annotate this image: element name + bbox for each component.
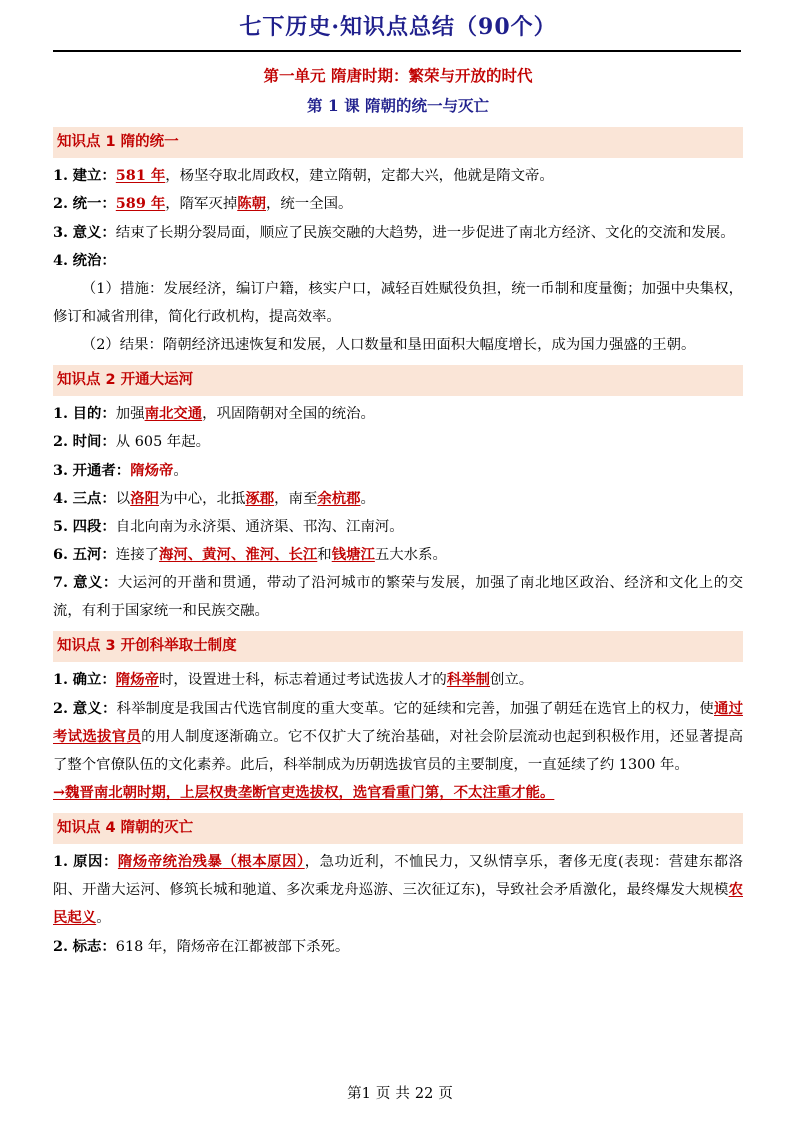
unit-heading: 第一单元 隋唐时期：繁荣与开放的时代 [263, 65, 533, 85]
item-lead: 原因： [73, 853, 118, 871]
page-footer [0, 1082, 800, 1103]
item-number: 5. [53, 517, 69, 535]
item-number: 6. [53, 545, 69, 563]
item-number: 1. [53, 853, 69, 871]
item-lead: 四段： [72, 517, 116, 535]
body-text: 结束了长期分裂局面，顺应了民族交融的大趋势，进一步促进了南北方经济、文化的交流和发展。 [115, 224, 735, 241]
page-title: 七下历史·知识点总结（90个） [239, 14, 557, 40]
body-text: 从 605 年起。 [115, 434, 210, 451]
page-content [53, 0, 743, 961]
body-text: ，统一全国。 [266, 196, 353, 213]
knowledge-point-item [53, 275, 743, 331]
highlighted-text: 隋炀帝 [130, 461, 174, 479]
body-text: （2）结果：隋朝经济迅速恢复和发展，人口数量和垦田面积大幅度增长，成为国力强盛的王朝。 [81, 336, 696, 353]
item-lead: 意义： [72, 223, 116, 241]
knowledge-point-item [53, 541, 743, 569]
body-text: 为中心，北抵 [159, 490, 246, 507]
highlighted-text: 581 年 [115, 167, 166, 185]
title-divider [53, 50, 741, 52]
highlighted-text: 隋炀帝 [115, 671, 159, 689]
item-lead: 五河： [72, 545, 116, 563]
body-text: 大运河的开凿和贯通，带动了沿河城市的繁荣与发展，加强了南北地区政治、经济和文化上的交流，有利于国家统一和民族交融。 [53, 574, 743, 619]
highlighted-text: 洛阳 [130, 489, 159, 507]
body-text: ，巩固隋朝对全国的统治。 [202, 406, 375, 423]
item-lead: 意义： [73, 573, 118, 591]
knowledge-point-title: 知识点 2 开通大运河 [57, 371, 194, 388]
body-text: ，南至 [274, 490, 318, 507]
body-text: 。 [360, 490, 375, 507]
knowledge-point-item [53, 513, 743, 541]
item-number: 2. [53, 433, 69, 451]
highlighted-text: 通过考试选拔官员 [53, 699, 743, 745]
body-text: ，杨坚夺取北周政权，建立隋朝，定都大兴，他就是隋文帝。 [165, 168, 554, 185]
lesson-heading: 第 1 课 隋朝的统一与灭亡 [307, 96, 489, 116]
knowledge-point-item [53, 400, 743, 428]
body-text: 连接了 [115, 546, 159, 563]
highlighted-text: 农民起义 [53, 881, 743, 927]
body-text: 。 [173, 462, 188, 479]
supplementary-note [53, 779, 743, 807]
item-number: 1. [53, 671, 69, 689]
item-lead: 时间： [72, 433, 116, 451]
highlighted-text: （根本原因） [222, 853, 305, 871]
body-text: 创立。 [490, 672, 534, 689]
body-text: 自北向南为永济渠、通济渠、邗沟、江南河。 [115, 518, 404, 535]
highlighted-text: 海河、黄河、淮河、长江 [158, 545, 318, 563]
knowledge-point-item [53, 331, 743, 359]
item-lead: 建立： [72, 167, 116, 185]
footer-total-pages: 22 [414, 1086, 434, 1102]
body-text: 和 [317, 546, 332, 563]
knowledge-point-item [53, 428, 743, 456]
knowledge-point-item [53, 933, 743, 961]
body-text: ，急功近利，不恤民力，又纵情享乐，奢侈无度(表现：营建东都洛阳、开凿大运河、修筑长城和驰道、多次乘龙舟巡游、三次征辽东)，导致社会矛盾激化，最终爆发大规模 [53, 854, 743, 899]
knowledge-point-title: 知识点 3 开创科举取士制度 [57, 637, 237, 654]
knowledge-point-title: 知识点 1 隋的统一 [57, 133, 179, 150]
item-lead: 三点： [72, 489, 116, 507]
body-text: 618 年，隋炀帝在江都被部下杀死。 [115, 938, 350, 955]
knowledge-point-item [53, 485, 743, 513]
body-text: （1）措施：发展经济，编订户籍，核实户口，减轻百姓赋役负担，统一币制和度量衡；加强中央集权，修订和减省刑律，简化行政机构，提高效率。 [53, 280, 743, 325]
item-number: 2. [53, 195, 69, 213]
knowledge-point-item [53, 247, 743, 275]
knowledge-point-title: 知识点 4 隋朝的灭亡 [57, 819, 194, 836]
footer-page-prefix: 第 [347, 1086, 362, 1102]
knowledge-point-list [53, 127, 743, 961]
footer-total-prefix: 共 [395, 1086, 410, 1102]
knowledge-point-item [53, 162, 743, 190]
body-text: 科举制度是我国古代选官制度的重大变革。它的延续和完善，加强了朝廷在选官上的权力，使 [116, 700, 714, 717]
body-text: 的用人制度逐渐确立。它不仅扩大了统治基础，对社会阶层流动也起到积极作用，还显著提高了整个官僚队伍的文化素养。此后，科举制成为历朝选拔官员的主要制度，一直延续了约 1300 年。 [53, 728, 743, 773]
item-lead: 目的： [72, 405, 116, 423]
highlighted-text: 589 年 [115, 195, 166, 213]
knowledge-point-item [53, 569, 743, 625]
item-lead: 确立： [72, 671, 116, 689]
item-lead: 统治： [72, 251, 116, 269]
footer-total-unit: 页 [438, 1086, 453, 1102]
highlighted-text: 钱塘江 [331, 545, 375, 563]
item-number: 2. [53, 699, 69, 717]
knowledge-point-header [53, 127, 743, 158]
highlighted-text: 科举制 [446, 671, 490, 689]
body-text: 。 [96, 910, 111, 927]
footer-page-unit: 页 [375, 1086, 391, 1102]
body-text: 加强 [115, 406, 145, 423]
item-lead: 统一： [72, 195, 116, 213]
item-lead: 意义： [72, 699, 117, 717]
item-number: 4. [53, 251, 69, 269]
item-number: 3. [53, 461, 69, 479]
body-text: 时，设置进士科，标志着通过考试选拔人才的 [158, 672, 447, 689]
body-text: ，隋军灭掉 [165, 196, 238, 213]
footer-page-number: 1 [361, 1086, 371, 1102]
knowledge-point-header [53, 365, 743, 396]
item-number: 1. [53, 405, 69, 423]
item-number: 3. [53, 223, 69, 241]
highlighted-text: 涿郡 [245, 489, 275, 507]
highlighted-text: 南北交通 [144, 405, 203, 423]
highlighted-text: 陈朝 [237, 195, 267, 213]
knowledge-point-item [53, 848, 743, 932]
knowledge-point-item [53, 666, 743, 694]
knowledge-point-header [53, 813, 743, 844]
body-text: 以 [115, 490, 131, 507]
knowledge-point-header [53, 631, 743, 662]
knowledge-point-item [53, 219, 743, 247]
item-lead: 标志： [72, 937, 116, 955]
item-number: 1. [53, 167, 69, 185]
highlighted-text: 余杭郡 [317, 489, 361, 507]
item-number: 4. [53, 489, 69, 507]
knowledge-point-item [53, 695, 743, 779]
body-text: 五大水系。 [374, 546, 447, 563]
knowledge-point-item [53, 190, 743, 218]
highlighted-text: 隋炀帝统治残暴 [117, 853, 223, 871]
item-number: 2. [53, 937, 69, 955]
knowledge-point-item [53, 457, 743, 485]
supplementary-note-text: →魏晋南北朝时期，上层权贵垄断官吏选拔权，选官看重门第，不太注重才能。 [53, 783, 555, 801]
item-lead: 开通者： [72, 461, 131, 479]
item-number: 7. [53, 573, 69, 591]
